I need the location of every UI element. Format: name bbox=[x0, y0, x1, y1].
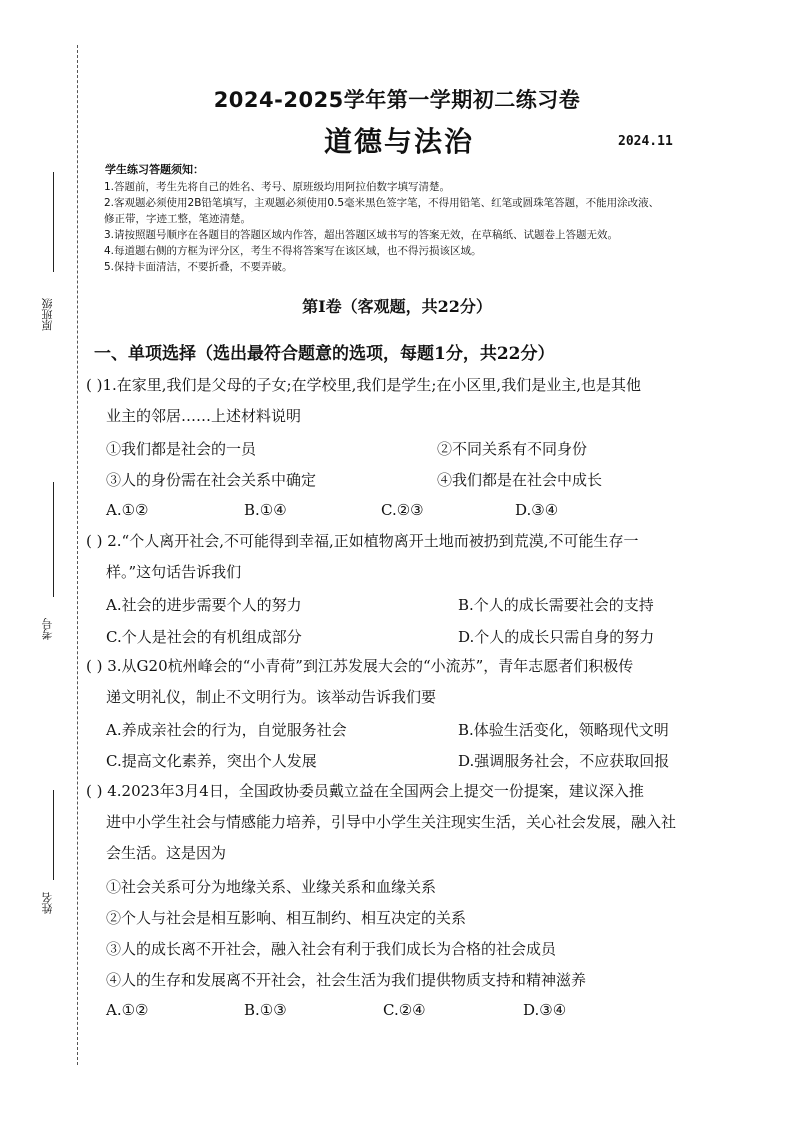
q1-option-a: A.①② bbox=[106, 501, 149, 519]
notice-item: 4.每道题右侧的方框为评分区，考生不得将答案写在该区域，也不得污损该区域。 bbox=[104, 245, 482, 257]
q1-statement-3: ③人的身份需在社会关系中确定 bbox=[106, 471, 317, 489]
q4-option-d: D.③④ bbox=[523, 1001, 567, 1019]
q3-option-b: B.体验生活变化，领略现代文明 bbox=[458, 721, 669, 739]
notice-item: 5.保持卡面清洁，不要折叠，不要弄破。 bbox=[104, 261, 293, 273]
q4-option-b: B.①③ bbox=[244, 1001, 287, 1019]
exam-no-fill-line bbox=[53, 482, 54, 597]
q4-statement-1: ①社会关系可分为地缘关系、业缘关系和血缘关系 bbox=[106, 878, 437, 896]
q2-option-d: D.个人的成长只需自身的努力 bbox=[458, 628, 655, 646]
q4-statement-2: ②个人与社会是相互影响、相互制约、相互决定的关系 bbox=[106, 909, 467, 927]
subject-title: 道德与法治 bbox=[324, 125, 475, 158]
exam-date: 2024.11 bbox=[618, 134, 673, 149]
q1-statement-1: ①我们都是社会的一员 bbox=[106, 440, 257, 458]
question-4-stem: ( ) 4.2023年3月4日，全国政协委员戴立益在全国两会上提交一份提案，建议深入推 bbox=[86, 782, 644, 800]
question-3-stem-cont: 递文明礼仪，制止不文明行为。该举动告诉我们要 bbox=[106, 688, 437, 706]
notice-item: 3.请按照题号顺序在各题目的答题区域内作答，超出答题区域书写的答案无效，在草稿纸、试题卷上答题无效。 bbox=[104, 229, 619, 241]
notice-item: 修正带，字迹工整，笔迹清楚。 bbox=[104, 213, 251, 225]
q1-statement-2: ②不同关系有不同身份 bbox=[437, 440, 588, 458]
exam-title: 2024-2025学年第一学期初二练习卷 bbox=[213, 88, 581, 112]
q4-statement-3: ③人的成长离不开社会，融入社会有利于我们成长为合格的社会成员 bbox=[106, 940, 557, 958]
notice-heading: 学生练习答题须知： bbox=[105, 163, 204, 176]
q4-statement-4: ④人的生存和发展离不开社会，社会生活为我们提供物质支持和精神滋养 bbox=[106, 971, 587, 989]
question-1-stem-cont: 业主的邻居……上述材料说明 bbox=[106, 407, 302, 425]
q3-option-a: A.养成亲社会的行为，自觉服务社会 bbox=[106, 721, 347, 739]
q3-option-c: C.提高文化素养，突出个人发展 bbox=[106, 752, 317, 770]
question-4-stem-cont: 会生活。这是因为 bbox=[106, 844, 227, 862]
q1-option-b: B.①④ bbox=[244, 501, 287, 519]
q2-option-c: C.个人是社会的有机组成部分 bbox=[106, 628, 302, 646]
notice-item: 1.答题前，考生先将自己的姓名、考号、原班级均用阿拉伯数字填写清楚。 bbox=[104, 181, 451, 193]
question-1-stem: ( )1.在家里,我们是父母的子女;在学校里,我们是学生;在小区里,我们是业主,也是其他 bbox=[86, 376, 641, 394]
section-title: 一、单项选择（选出最符合题意的选项，每题1分，共22分） bbox=[94, 344, 555, 364]
q2-option-a: A.社会的进步需要个人的努力 bbox=[106, 596, 302, 614]
q1-statement-4: ④我们都是在社会中成长 bbox=[437, 471, 603, 489]
exam-no-label: 考号 bbox=[41, 618, 54, 640]
binding-dashed-line bbox=[77, 45, 78, 1065]
name-label: 姓名 bbox=[41, 892, 54, 914]
q4-option-a: A.①② bbox=[106, 1001, 149, 1019]
question-2-stem-cont: 样。”这句话告诉我们 bbox=[106, 563, 242, 581]
class-fill-line bbox=[53, 172, 54, 272]
q4-option-c: C.②④ bbox=[383, 1001, 426, 1019]
notice-item: 2.客观题必须使用2B铅笔填写，主观题必须使用0.5毫米黑色签字笔，不得用铅笔、红笔或圆珠笔答题，不能用涂改液、 bbox=[104, 197, 660, 209]
question-3-stem: ( ) 3.从G20杭州峰会的“小青荷”到江苏发展大会的“小流苏”，青年志愿者们积极传 bbox=[86, 657, 634, 675]
question-4-stem-cont: 进中小学生社会与情感能力培养，引导中小学生关注现实生活，关心社会发展，融入社 bbox=[106, 813, 677, 831]
q1-option-d: D.③④ bbox=[515, 501, 559, 519]
class-label: 原班级 bbox=[41, 298, 54, 331]
question-2-stem: ( ) 2.“个人离开社会,不可能得到幸福,正如植物离开土地而被扔到荒漠,不可能生存一 bbox=[86, 532, 639, 550]
q2-option-b: B.个人的成长需要社会的支持 bbox=[458, 596, 654, 614]
q3-option-d: D.强调服务社会，不应获取回报 bbox=[458, 752, 670, 770]
q1-option-c: C.②③ bbox=[381, 501, 424, 519]
part-title: 第Ⅰ卷（客观题，共22分） bbox=[302, 297, 492, 316]
name-fill-line bbox=[53, 790, 54, 880]
